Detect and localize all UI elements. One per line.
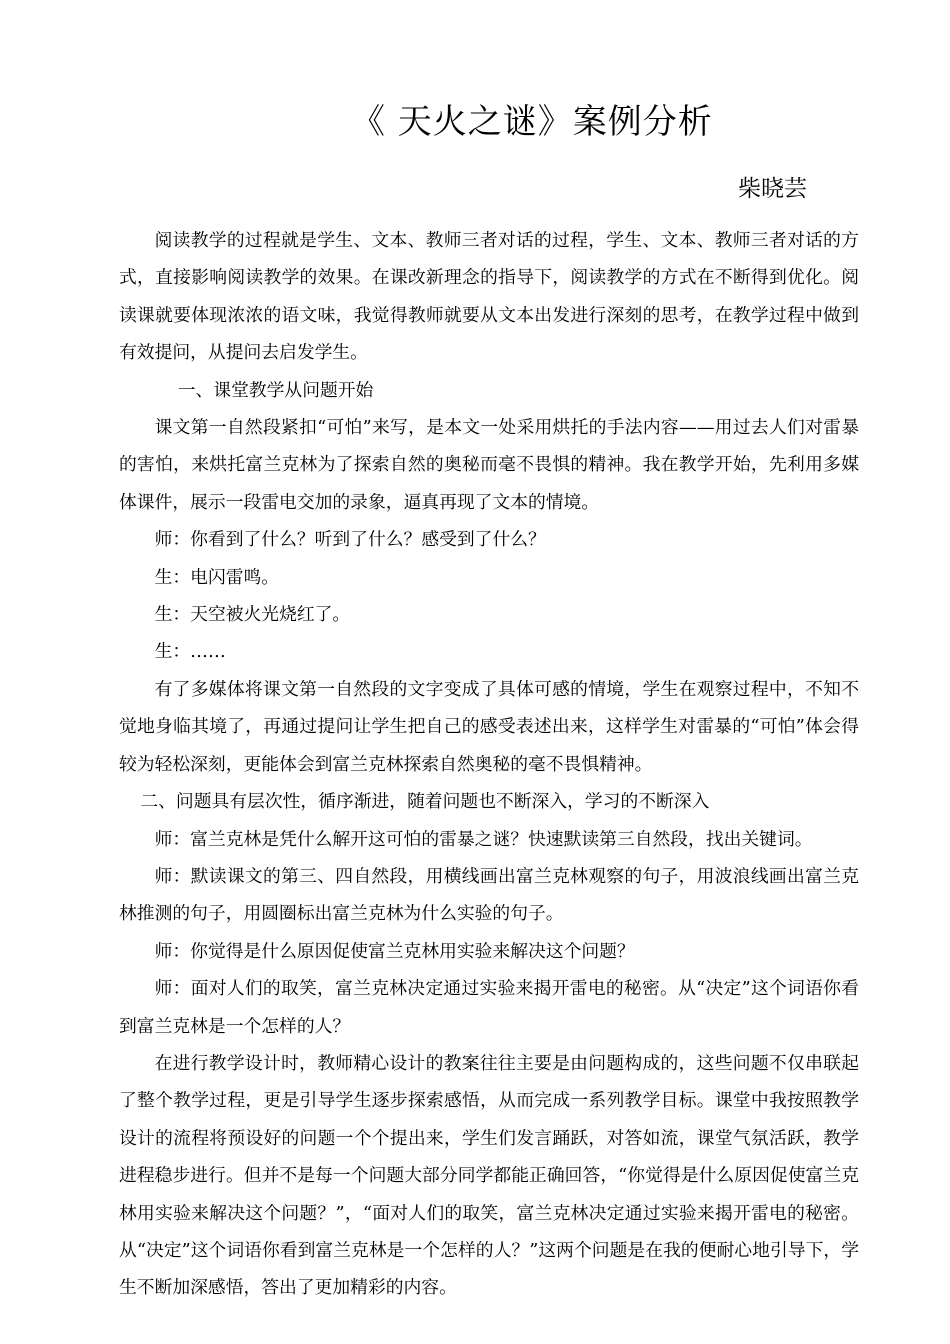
document-body <box>119 222 859 1307</box>
dialogue-line: 生：…… <box>154 641 226 663</box>
section-heading-1: 一、课堂教学从问题开始 <box>177 379 374 401</box>
author-name: 柴晓芸 <box>738 176 807 202</box>
dialogue-line: 师：你看到了什么？听到了什么？感受到了什么？ <box>154 529 546 551</box>
document-title: 《 天火之谜》案例分析 <box>351 102 713 142</box>
paragraph: 课文第一自然段紧扣“可怕”来写，是本文一处采用烘托的手法内容——用过去人们对雷暴的害怕，来烘托富兰克林为了探索自然的奥秘而毫不畏惧的精神。我在教学开始，先利用多媒体课件，展示一段雷电交加的录象，逼真再现了文本的情境。 <box>119 417 859 513</box>
dialogue-line: 生：天空被火光烧红了。 <box>154 604 351 626</box>
paragraph: 有了多媒体将课文第一自然段的文字变成了具体可感的情境，学生在观察过程中，不知不觉地身临其境了，再通过提问让学生把自己的感受表述出来，这样学生对雷暴的“可怕”体会得较为轻松深刻，更能体会到富兰克林探索自然奥秘的毫不畏惧精神。 <box>119 678 859 775</box>
dialogue-line: 师：富兰克林是凭什么解开这可怕的雷暴之谜？快速默读第三自然段，找出关键词。 <box>154 828 813 850</box>
paragraph: 在进行教学设计时，教师精心设计的教案往往主要是由问题构成的，这些问题不仅串联起了整个教学过程，更是引导学生逐步探索感悟，从而完成一系列教学目标。课堂中我按照教学设计的流程将预设好的问题一个个提出来，学生们发言踊跃，对答如流，课堂气氛活跃，教学进程稳步进行。但并不是每一个问题大部分同学都能正确回答，“你觉得是什么原因促使富兰克林用实验来解决这个问题？”，“面对人们的取笑，富兰克林决定通过实验来揭开雷电的秘密。从“决定”这个词语你看到富兰克林是一个怎样的人？”这两个问题是在我的便耐心地引导下，学生不断加深感悟，答出了更加精彩的内容。 <box>119 1052 859 1299</box>
dialogue-line: 师：面对人们的取笑，富兰克林决定通过实验来揭开雷电的秘密。从“决定”这个词语你看到富兰克林是一个怎样的人？ <box>119 978 859 1037</box>
dialogue-line: 师：你觉得是什么原因促使富兰克林用实验来解决这个问题？ <box>154 940 635 962</box>
section-heading-2: 二、问题具有层次性，循序渐进，随着问题也不断深入，学习的不断深入 <box>140 791 710 813</box>
dialogue-line: 师：默读课文的第三、四自然段，用横线画出富兰克林观察的句子，用波浪线画出富兰克林推测的句子，用圆圈标出富兰克林为什么实验的句子。 <box>119 865 859 925</box>
paragraph-intro: 阅读教学的过程就是学生、文本、教师三者对话的过程，学生、文本、教师三者对话的方式，直接影响阅读教学的效果。在课改新理念的指导下，阅读教学的方式在不断得到优化。阅读课就要体现浓浓的语文味，我觉得教师就要从文本出发进行深刻的思考，在教学过程中做到有效提问，从提问去启发学生。 <box>119 230 859 364</box>
dialogue-line: 生：电闪雷鸣。 <box>154 566 280 588</box>
